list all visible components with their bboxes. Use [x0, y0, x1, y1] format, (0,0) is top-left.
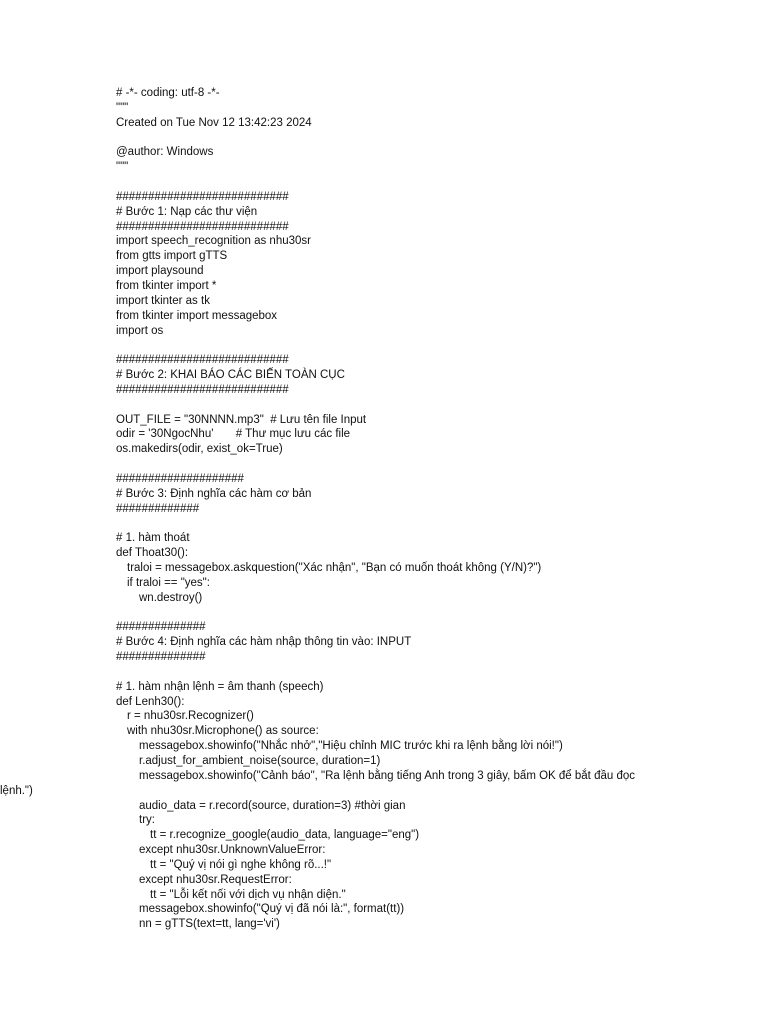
code-line: from tkinter import messagebox [116, 309, 278, 322]
code-line: audio_data = r.record(source, duration=3) #thời gian [139, 799, 406, 812]
code-line: """ [116, 101, 129, 114]
code-line: ########################### [116, 220, 289, 233]
code-line: import os [116, 324, 164, 337]
code-line: os.makedirs(odir, exist_ok=True) [116, 443, 283, 456]
code-line: import playsound [116, 265, 204, 278]
code-line: def Lenh30(): [116, 695, 185, 708]
code-line: ########################### [116, 383, 289, 396]
code-line: import speech_recognition as nhu30sr [116, 235, 311, 248]
code-line: # 1. hàm nhận lệnh = âm thanh (speech) [116, 680, 324, 693]
code-line: wn.destroy() [139, 591, 203, 604]
code-line: if traloi == "yes": [127, 576, 210, 589]
blank-line [0, 665, 768, 680]
code-line: tt = "Quý vị nói gì nghe không rõ...!" [150, 858, 332, 871]
code-line: OUT_FILE = "30NNNN.mp3" # Lưu tên file Input [116, 413, 367, 426]
code-line: tt = r.recognize_google(audio_data, language="eng") [150, 829, 420, 842]
code-line: """ [116, 161, 129, 174]
code-line: messagebox.showinfo("Cảnh báo", "Ra lệnh bằng tiếng Anh trong 3 giây, bấm OK để bắt đầu đọc lệnh.") [0, 769, 639, 797]
code-line: ########################### [116, 190, 289, 203]
code-line: traloi = messagebox.askquestion("Xác nhận", "Bạn có muốn thoát không (Y/N)?") [127, 562, 542, 574]
code-line: Created on Tue Nov 12 13:42:23 2024 [116, 116, 312, 129]
code-line: except nhu30sr.RequestError: [139, 873, 292, 886]
code-line: messagebox.showinfo("Nhắc nhở","Hiệu chỉnh MIC trước khi ra lệnh bằng lời nói!") [139, 740, 563, 753]
code-line: # Bước 1: Nạp các thư viện [116, 205, 258, 218]
blank-line [0, 175, 768, 190]
code-line: def Thoat30(): [116, 547, 189, 560]
code-line: ############## [116, 621, 206, 634]
code-line: try: [139, 814, 155, 827]
code-line: nn = gTTS(text=tt, lang='vi') [139, 918, 280, 931]
code-document [0, 86, 768, 932]
code-line: messagebox.showinfo("Quý vị đã nói là:", format(tt)) [139, 903, 405, 916]
blank-line [0, 398, 768, 413]
code-line: ############# [116, 502, 200, 515]
blank-line [0, 516, 768, 531]
blank-line [0, 131, 768, 146]
code-line: # Bước 2: KHAI BÁO CÁC BIẾN TOÀN CỤC [116, 369, 345, 382]
code-line: r.adjust_for_ambient_noise(source, duration=1) [139, 754, 381, 767]
code-line: except nhu30sr.UnknownValueError: [139, 844, 326, 857]
code-line: ############## [116, 651, 206, 664]
code-line: ########################### [116, 354, 289, 367]
code-line: from tkinter import * [116, 279, 217, 292]
code-line: from gtts import gTTS [116, 250, 228, 263]
code-line: @author: Windows [116, 146, 214, 159]
blank-line [0, 606, 768, 621]
code-line: # 1. hàm thoát [116, 532, 190, 545]
code-line: # Bước 3: Định nghĩa các hàm cơ bản [116, 487, 312, 500]
blank-line [0, 457, 768, 472]
code-line: odir = '30NgocNhu' # Thư mục lưu các file [116, 428, 351, 441]
blank-line [0, 338, 768, 353]
code-line: #################### [116, 472, 244, 485]
code-line: import tkinter as tk [116, 294, 210, 307]
code-line: # -*- coding: utf-8 -*- [116, 87, 220, 99]
code-line: r = nhu30sr.Recognizer() [127, 710, 254, 723]
code-line: with nhu30sr.Microphone() as source: [127, 725, 319, 738]
code-line: tt = "Lỗi kết nối với dịch vụ nhận diện." [150, 888, 346, 901]
code-line: # Bước 4: Định nghĩa các hàm nhập thông tin vào: INPUT [116, 636, 412, 649]
